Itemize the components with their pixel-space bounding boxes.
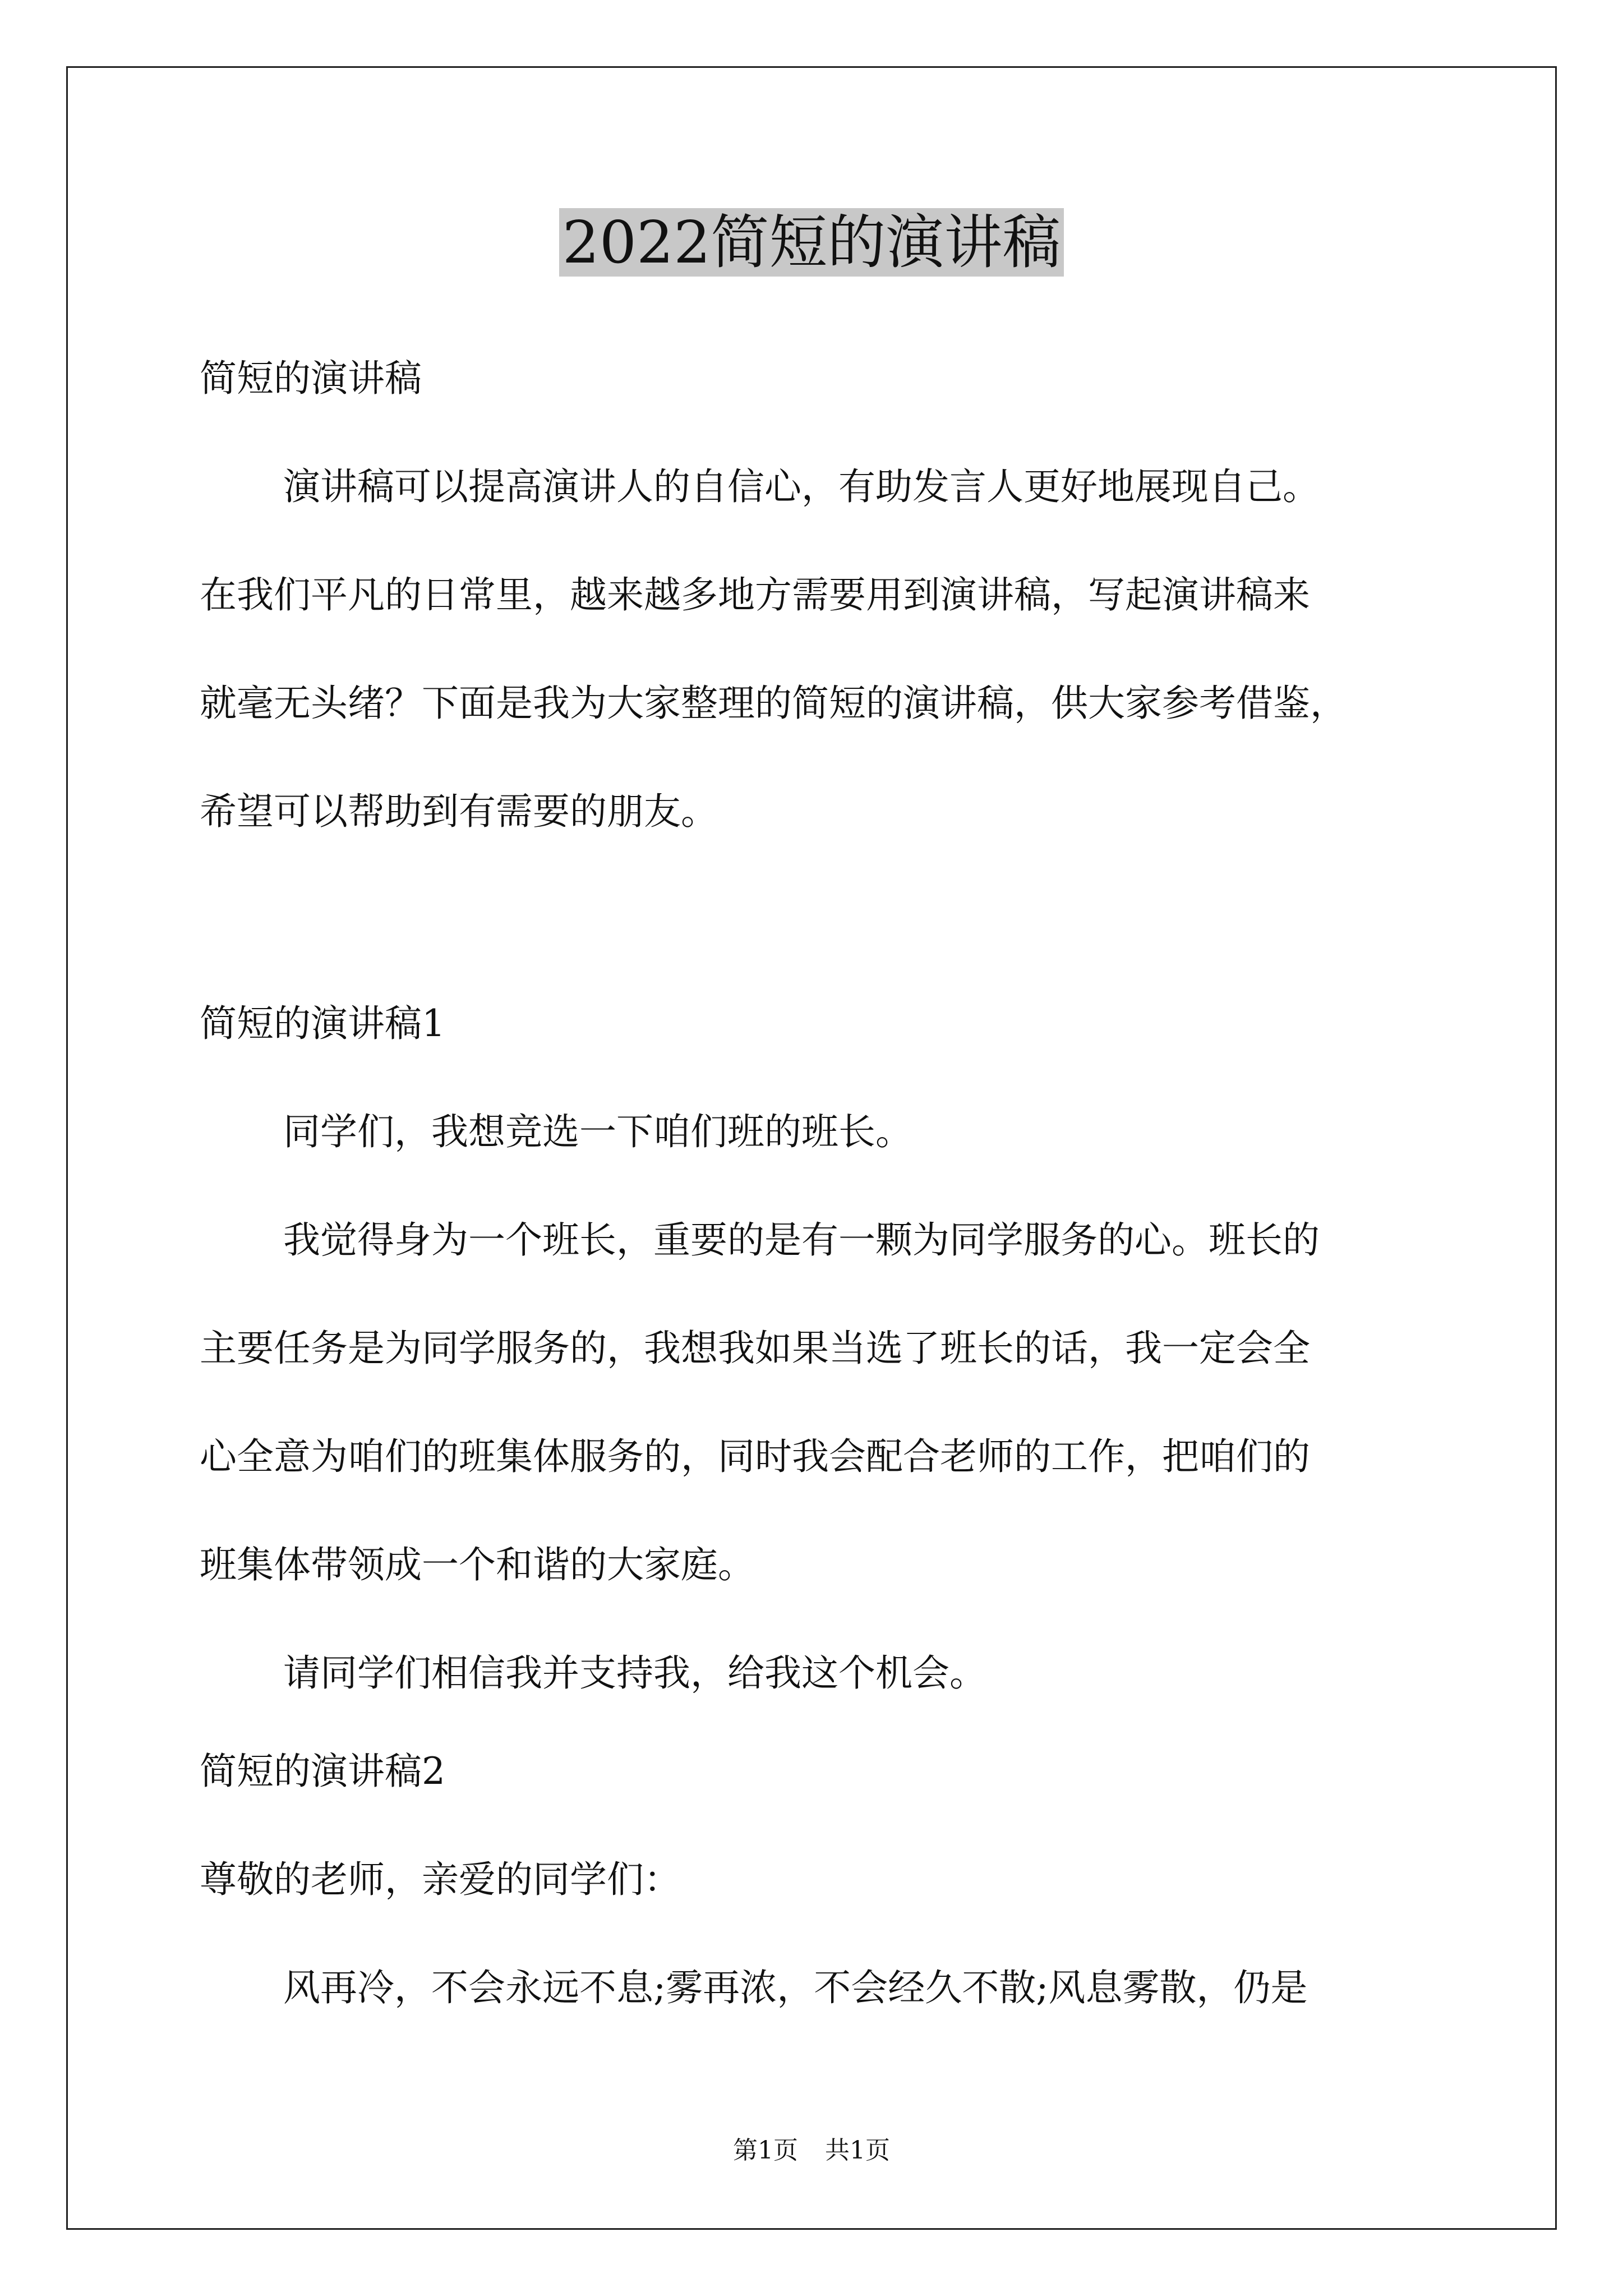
paragraph-line: 请同学们相信我并支持我，给我这个机会。: [283, 1651, 986, 1695]
section-heading-2: 简短的演讲稿2: [200, 1750, 445, 1793]
document-title: [0, 203, 1623, 282]
paragraph-line: 主要任务是为同学服务的，我想我如果当选了班长的话，我一定会全: [200, 1327, 1310, 1370]
paragraph-line: 我觉得身为一个班长，重要的是有一颗为同学服务的心。班长的: [283, 1218, 1320, 1262]
paragraph-line: 希望可以帮助到有需要的朋友。: [200, 790, 718, 833]
page-footer: [0, 2134, 1623, 2168]
paragraph-line: 演讲稿可以提高演讲人的自信心，有助发言人更好地展现自己。: [283, 465, 1320, 508]
page-total: 共1页: [825, 2136, 890, 2165]
section-heading-intro: 简短的演讲稿: [200, 357, 422, 400]
paragraph-line: 同学们，我想竞选一下咱们班的班长。: [283, 1110, 912, 1153]
paragraph-line: 在我们平凡的日常里，越来越多地方需要用到演讲稿，写起演讲稿来: [200, 573, 1310, 616]
salutation-line: 尊敬的老师，亲爱的同学们：: [200, 1858, 681, 1901]
paragraph-line: 就毫无头绪？下面是我为大家整理的简短的演讲稿，供大家参考借鉴，: [200, 682, 1347, 725]
section-heading-1: 简短的演讲稿1: [200, 1002, 445, 1045]
document-title-text: 2022简短的演讲稿: [559, 208, 1064, 277]
paragraph-line: 风再冷，不会永远不息;雾再浓，不会经久不散;风息雾散，仍是: [283, 1966, 1308, 2009]
page-number: 第1页: [733, 2136, 798, 2165]
paragraph-line: 心全意为咱们的班集体服务的，同时我会配合老师的工作，把咱们的: [200, 1435, 1310, 1478]
paragraph-line: 班集体带领成一个和谐的大家庭。: [200, 1543, 755, 1586]
